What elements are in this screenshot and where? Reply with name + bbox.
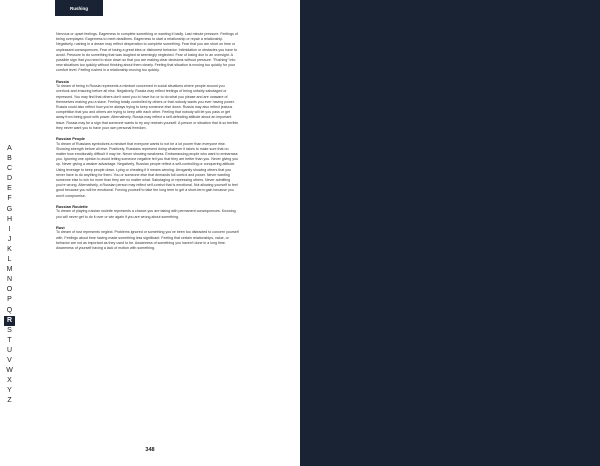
alphabet-letter-z[interactable]: Z (7, 397, 12, 405)
alphabet-letter-v[interactable]: V (7, 356, 12, 364)
alphabet-letter-i[interactable]: I (8, 225, 11, 233)
entry-title: Rust (56, 224, 65, 230)
chapter-tab (55, 0, 103, 16)
entry-title: Russian Roulette (56, 203, 88, 209)
alphabet-letter-p[interactable]: P (7, 296, 12, 304)
chapter-tab-label: Rushing (70, 5, 88, 11)
dictionary-entry (56, 204, 239, 220)
alphabet-letter-l[interactable]: L (7, 256, 12, 264)
alphabet-letter-b[interactable]: B (7, 155, 12, 163)
dictionary-entry (56, 79, 239, 131)
alphabet-letter-c[interactable]: C (6, 165, 13, 173)
dictionary-entry (56, 32, 239, 74)
entry-body: To dream of being in Russia represents a mindset concerned in social situations where people around you overlook and ensuring before all else. Negatively, Russia may reflect feelings of being unfairly sabotaged or repressed. You may find that others don't want you to have fun or to do what you please and are unaware of themselves making you a slave. Feeling totally controlled by others or that nobody wants you ever having power. Russia could also reflect how you're always trying to keep someone else down. Russia may also reflect jealous competition that you and others are trying to keep with each other. Feeling that nobody will let you pass or get away from being good with power. Alternatively, Russia may reflect a self-defeating attitude about an important issue. Russia may be a sign that someone wants to try any restrain yourself. A person or situation that is so terrible they never want you to have your own personal freedom. (56, 84, 239, 130)
dictionary-entry (56, 225, 239, 251)
alphabet-letter-g[interactable]: G (6, 205, 13, 213)
alphabet-letter-m[interactable]: M (6, 266, 13, 274)
alphabet-letter-e[interactable]: E (7, 185, 12, 193)
dictionary-content (56, 32, 239, 256)
alphabet-letter-f[interactable]: F (7, 195, 12, 203)
alphabet-letter-y[interactable]: Y (7, 387, 12, 395)
alphabet-letter-n[interactable]: N (6, 276, 13, 284)
dictionary-entry (56, 136, 239, 199)
alphabet-letter-h[interactable]: H (6, 215, 13, 223)
entry-body: Nervous or upset feelings. Eagerness to complete something or wanting it badly. Last minute pressure. Feelings of being overplayed. Eagerness to meet deadlines. Eagerness to start a relationship or repair a relationship. Negatively, rushing in a dream may reflect desperation to complete something. Fear that you are short on time or unpleasant consequences. Fear of losing a great idea or dishonest behavior. Intimidation or obstacles you have to avoid. Pressure to do something that was laughed at seemingly neglected. Fear of losing due to an oversight. A possible sign that you need to slow down so that you are making clear decisions without pressure. "Rushing" into new situations too quickly without thinking about them clearly. Feeling that situation is moving too quickly for your comfort level. Feeling rushed in a relationship moving too quickly. (56, 32, 238, 73)
entry-title: Russian People (56, 136, 85, 142)
alphabet-index (4, 144, 16, 406)
page-number: 348 (145, 447, 155, 453)
alphabet-letter-x[interactable]: X (7, 377, 12, 385)
alphabet-letter-a[interactable]: A (7, 145, 12, 152)
alphabet-letter-t[interactable]: T (7, 336, 12, 344)
alphabet-letter-q[interactable]: Q (6, 306, 13, 314)
alphabet-letter-w[interactable]: W (6, 367, 13, 375)
entry-title: Russia (56, 78, 69, 84)
entry-body: To dream of rust represents neglect. Problems ignored or something you've been too distracted to concern yourself with. Feelings about time having made something less significant. Feeling that certain relationships, value, or behavior are not as important as they used to be. Awareness of something you haven't done in a long time. Awareness of yourself having a lack of motion with something. (56, 230, 239, 251)
alphabet-letter-r[interactable]: R (4, 316, 15, 326)
alphabet-letter-j[interactable]: J (7, 235, 12, 243)
alphabet-letter-u[interactable]: U (6, 346, 13, 354)
dark-background-panel (300, 0, 600, 466)
entry-body: To dream of playing russian roulette represents a chance you are taking with permanent consequences. Knowing you will never get to do it over or win again if you are wrong about something. (56, 209, 236, 219)
alphabet-letter-d[interactable]: D (6, 175, 13, 183)
alphabet-letter-k[interactable]: K (7, 245, 12, 253)
entry-body: To dream of Russians symbolizes a mindset that everyone wants to not be a lot poorer than everyone else. Showing strength before all else. Positively, Russians represent doing whatever it takes to make sure that no matter how emotionally difficult it may be. Never showing weakness. Embarrassing people who want to embarrass you. Ignoring one opinion to avoid letting someone negative tell you that they are better than you. Never giving you up. Never giving a weaker advantage. Negatively, Russian people reflect a self-controlling or conquering attitude. Using leverage to keep people down. Lying or cheating if it means winning. Arrogantly showing others that you never have to do anything for them. You or someone else that demands full control and power. Never wanting someone else to win for more than they are no matter what. Sabotaging or repressing others. Never admitting you're wrong. Alternatively, a Russian person may reflect self-control that is emotional. Not allowing yourself to feel good because you will be emotional. Forcing yourself to take the long term to get a short-term gain because you won't compromise. (56, 141, 239, 198)
alphabet-letter-o[interactable]: O (6, 286, 13, 294)
alphabet-letter-s[interactable]: S (7, 326, 12, 334)
